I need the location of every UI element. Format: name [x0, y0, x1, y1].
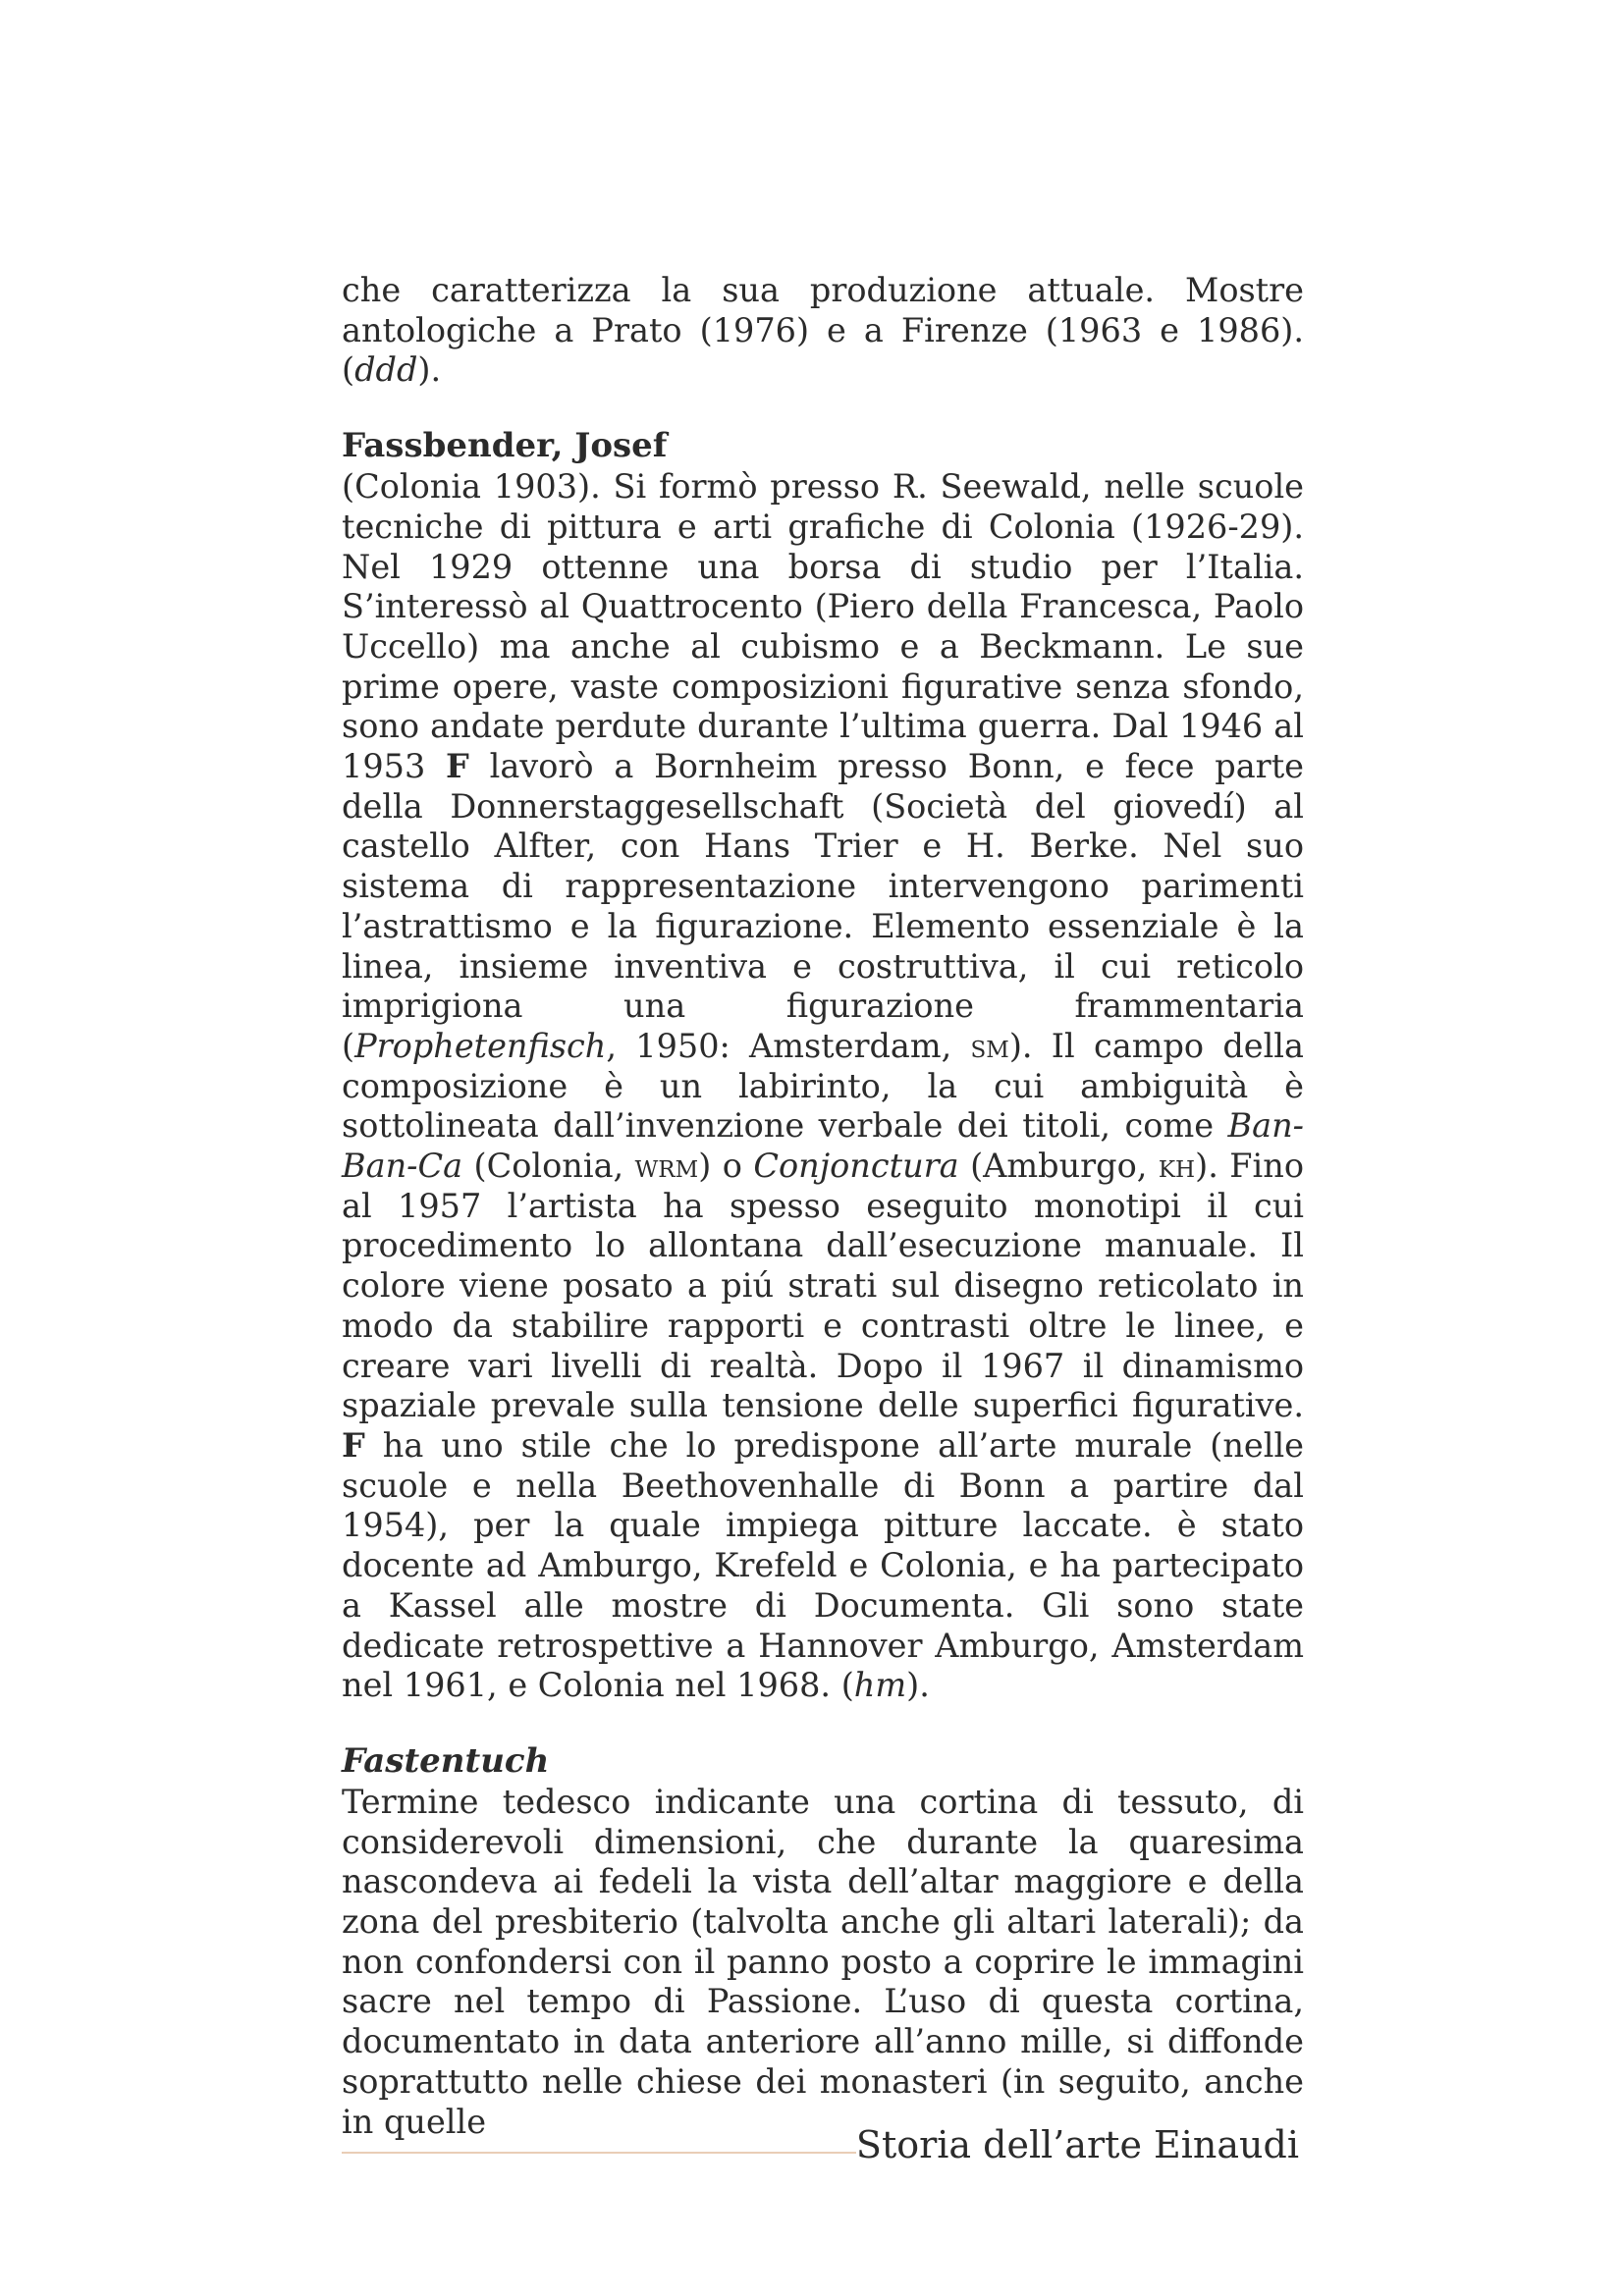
author-initials: hm [853, 1666, 907, 1705]
entry-body-fassbender: (Colonia 1903). Si formò presso R. Seewald, nelle scuole tecniche di pittura e arti grafiche di Colonia (1926-29). Nel 1929 ottenne una borsa di studio per l’Italia. S’interessò al Quattrocento (Piero della Francesca, Paolo Uccello) ma anche al cubismo e a Beckmann. Le sue prime opere, vaste composizioni figurative senza sfondo, sono andate perdute durante l’ultima guerra. Dal 1946 al 1953 F lavorò a Bornheim presso Bonn, e fece parte della Donnerstaggesellschaft (Società del giovedí) al castello Alfter, con Hans Trier e H. Berke. Nel suo sistema di rappresentazione intervengono parimenti l’astrattismo e la figurazione. Elemento essenziale è la linea, insieme inventiva e costruttiva, il cui reticolo imprigiona una figurazione frammentaria (Prophetenfisch, 1950: Amsterdam, sm). Il campo della composizione è un labirinto, la cui ambiguità è sottolineata dall’invenzione verbale dei titoli, come Ban-Ban-Ca (Colonia, wrm) o Conjonctura (Amburgo, kh). Fino al 1957 l’artista ha spesso eseguito monotipi il cui procedimento lo allontana dall’esecuzione manuale. Il colore viene posato a piú strati sul disegno reticolato in modo da stabilire rapporti e contrasti oltre le linee, e creare vari livelli di realtà. Dopo il 1967 il dinamismo spaziale prevale sulla tensione delle superfici figurative. F ha uno stile che lo predispone all’arte murale (nelle scuole e nella Beethovenhalle di Bonn a partire dal 1954), per la quale impiega pitture laccate. è stato docente ad Amburgo, Krefeld e Colonia, e ha partecipato a Kassel alle mostre di Documenta. Gli sono state dedicate retrospettive a Hannover Amburgo, Amsterdam nel 1961, e Colonia nel 1968. (hm). [342, 467, 1304, 1705]
footer-rule [342, 2152, 856, 2154]
footer-title: Storia dell’arte Einaudi [855, 2123, 1299, 2166]
work-title: Ban-Ban-Ca [342, 1106, 1304, 1186]
museum-abbrev: kh [1158, 1147, 1196, 1186]
museum-abbrev: sm [970, 1026, 1009, 1065]
work-title: Prophetenfisch [354, 1026, 607, 1065]
museum-abbrev: wrm [634, 1147, 699, 1186]
text-column [342, 271, 1304, 2142]
entry-body-fastentuch: Termine tedesco indicante una cortina di tessuto, di considerevoli dimensioni, che durante la quaresima nascondeva ai fedeli la vista dell’altar maggiore e della zona del presbiterio (talvolta anche gli altari laterali); da non confondersi con il panno posto a coprire le immagini sacre nel tempo di Passione. L’uso di questa cortina, documentato in data anteriore all’anno mille, si diffonde soprattutto nelle chiese dei monasteri (in seguito, anche in quelle [342, 1782, 1304, 2141]
entry-gap [342, 391, 1304, 424]
entry-gap [342, 1706, 1304, 1739]
author-initials: ddd [354, 350, 418, 390]
entry-abbrev: F [446, 747, 469, 786]
work-title: Conjonctura [753, 1147, 959, 1186]
entry-abbrev: F [342, 1425, 365, 1465]
continuation-paragraph: che caratterizza la sua produzione attuale. Mostre antologiche a Prato (1976) e a Firenze (1963 e 1986). (ddd). [342, 271, 1304, 390]
entry-title-fassbender: Fassbender, Josef [342, 426, 668, 466]
entry-title-fastentuch: Fastentuch [342, 1740, 550, 1781]
continuation-text: che caratterizza la sua produzione attuale. Mostre antologiche a Prato (1976) e a Firenze (1963 e 1986). ( [342, 271, 1304, 390]
